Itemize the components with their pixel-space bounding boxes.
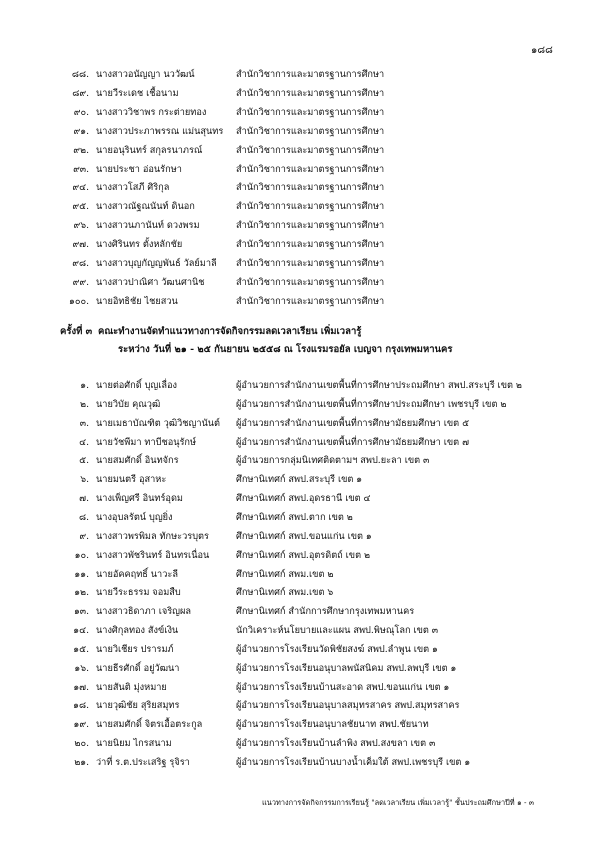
- item-number: ๓.: [79, 417, 89, 429]
- list-item: [0, 162, 595, 179]
- list-item: [0, 67, 595, 84]
- item-number: ๙๗.: [72, 239, 89, 251]
- section-subtitle: ระหว่าง วันที่ ๒๑ - ๒๕ กันยายน ๒๕๕๘ ณ โรงแรมรอยัล เบญจา กรุงเทพมหานคร: [118, 344, 453, 355]
- person-name: นางสาวธิดาภา เจริญผล: [96, 606, 192, 618]
- list-item: [0, 143, 595, 160]
- person-name: นายเมธาบัณฑิต วุฒิวิชญานันต์: [96, 417, 221, 429]
- person-name: นายสมศักดิ์ จิตรเอื้อตระกูล: [96, 719, 203, 731]
- item-number: ๙๖.: [73, 220, 89, 232]
- session-label: ครั้งที่ ๓: [60, 326, 93, 337]
- person-position: ศึกษานิเทศก์ สพป.สระบุรี เขต ๑: [236, 474, 363, 486]
- list-item: [0, 294, 595, 311]
- item-number: ๑๒.: [74, 587, 89, 599]
- page-footer: แนวทางการจัดกิจกรรมการเรียนรู้ "ลดเวลาเรียน เพิ่มเวลารู้" ชั้นประถมศึกษาปีที่ ๑ - ๓: [262, 798, 534, 807]
- person-position: ศึกษานิเทศก์ สพป.อุตรดิตถ์ เขต ๒: [236, 549, 371, 561]
- item-number: ๘๘.: [71, 69, 89, 80]
- person-name: นายนิยม ไกรสนาม: [96, 738, 172, 750]
- person-name: นางสาวณัฐณนันท์ ดินอก: [96, 201, 195, 213]
- item-number: ๙๓.: [73, 163, 89, 175]
- item-number: ๑๐.: [74, 549, 89, 561]
- person-name: นายประชา อ่อนรักษา: [96, 163, 182, 175]
- person-name: นางสาวนภานันท์ ดวงพรม: [96, 220, 200, 232]
- list-item: [0, 755, 595, 772]
- item-number: ๗.: [79, 493, 89, 505]
- person-position: ผู้อำนวยการโรงเรียนบ้านลำพิง สพป.สงขลา เขต ๓: [236, 738, 436, 750]
- list-item: [0, 435, 595, 452]
- person-position: ผู้อำนวยการกลุ่มนิเทศติดตามฯ สพป.ยะลา เขต ๓: [236, 455, 430, 467]
- list-item: [0, 585, 595, 602]
- person-name: นางสาวพัชรินทร์ อินทรเนื่อน: [96, 549, 210, 561]
- person-name: นางสาวโสภี ศิริกุล: [96, 182, 170, 194]
- person-position: สำนักวิชาการและมาตรฐานการศึกษา: [236, 220, 385, 232]
- person-position: สำนักวิชาการและมาตรฐานการศึกษา: [236, 144, 385, 156]
- person-name: นายวิบัย คุณวุฒิ: [96, 398, 161, 410]
- person-position: ผู้อำนวยการโรงเรียนบ้านบางน้ำเค็มใต้ สพป.เพชรบุรี เขต ๑: [236, 757, 471, 768]
- item-number: ๒๑.: [74, 757, 89, 768]
- item-number: ๘.: [78, 511, 89, 523]
- list-item: [0, 491, 595, 508]
- list-item: [0, 604, 595, 621]
- person-name: นายอัคคฤทธิ์ นาวะลี: [96, 568, 178, 580]
- person-name: นางเพ็ญศรี อินทร์อุดม: [96, 493, 183, 505]
- person-name: นายวัชพีมา ทาบีชอนุรักษ์: [96, 436, 197, 448]
- list-item: [0, 218, 595, 235]
- item-number: ๕.: [79, 455, 89, 467]
- person-position: ผู้อำนวยการโรงเรียนอนุบาลชัยนาท สพป.ชัยนาท: [236, 719, 429, 731]
- item-number: ๙.: [79, 530, 89, 542]
- item-number: ๙๕.: [72, 201, 89, 213]
- person-name: นายสมศักดิ์ อินทจักร: [96, 455, 179, 467]
- person-position: ศึกษานิเทศก์ สพป.ขอนแก่น เขต ๑: [236, 530, 372, 542]
- list-item: [0, 623, 595, 640]
- item-number: ๑๘.: [73, 700, 89, 712]
- list-item: [0, 680, 595, 697]
- item-number: ๙๙.: [72, 276, 89, 288]
- list-item: [0, 698, 595, 715]
- list-item: [0, 642, 595, 659]
- person-name: นายมนตรี อุสาหะ: [96, 474, 167, 486]
- person-position: ผู้อำนวยการโรงเรียนอนุบาลสมุทรสาคร สพป.สมุทรสาคร: [236, 700, 460, 712]
- person-position: ศึกษานิเทศก์ สพป.อุดรธานี เขต ๔: [236, 493, 371, 505]
- section-title: คณะทำงานจัดทำแนวทางการจัดกิจกรรมลดเวลาเรียน เพิ่มเวลารู้: [98, 326, 362, 337]
- person-name: นายธีรศักดิ์ อยู่วัฒนา: [96, 662, 180, 674]
- item-number: ๑๑.: [74, 568, 89, 580]
- person-position: สำนักวิชาการและมาตรฐานการศึกษา: [236, 239, 385, 251]
- item-number: ๙๘.: [72, 258, 89, 269]
- person-name: นางสาวอนัญญา นววัฒน์: [96, 69, 195, 80]
- item-number: ๑๕.: [73, 643, 89, 655]
- person-position: ผู้อำนวยการสำนักงานเขตพื้นที่การศึกษาประถมศึกษา เพชรบุรี เขต ๒: [236, 398, 507, 410]
- list-item: [0, 717, 595, 734]
- item-number: ๑๔.: [73, 625, 89, 637]
- person-name: นายวีระเดช เชื้อนาม: [96, 87, 179, 99]
- person-name: นางสาวปาณิศา วัฒนศานิช: [96, 276, 205, 288]
- item-number: ๙๑.: [73, 125, 89, 137]
- person-name: นางสาวประภาพรรณ แม่นสุนทร: [96, 125, 224, 137]
- page-number: ๑๘๘: [531, 45, 553, 56]
- item-number: ๑๐๐.: [69, 295, 89, 307]
- person-position: ศึกษานิเทศก์ สพป.ตาก เขต ๒: [236, 511, 353, 523]
- person-name: นายอนุรินทร์ สกุลรนาภรณ์: [96, 144, 203, 156]
- person-name: ว่าที่ ร.ต.ประเสริฐ รุจิรา: [96, 757, 190, 768]
- person-position: ศึกษานิเทศก์ สพม.เขต ๒: [236, 568, 334, 580]
- list-item: [0, 256, 595, 273]
- list-item: [0, 529, 595, 546]
- item-number: ๒.: [80, 398, 89, 410]
- list-item: [0, 180, 595, 197]
- person-position: สำนักวิชาการและมาตรฐานการศึกษา: [236, 258, 385, 269]
- list-item: [0, 548, 595, 565]
- item-number: ๖.: [80, 474, 89, 486]
- person-name: นางศิกุลทอง สังข์เงิน: [96, 625, 179, 637]
- person-position: สำนักวิชาการและมาตรฐานการศึกษา: [236, 69, 385, 80]
- person-name: นายวุฒิชัย สุริยสมุทร: [96, 700, 180, 712]
- list-item: [0, 736, 595, 753]
- list-item: [0, 275, 595, 292]
- person-name: นายต่อศักดิ์ บุญเลื่อง: [96, 380, 178, 391]
- list-item: [0, 472, 595, 489]
- person-position: ผู้อำนวยการสำนักงานเขตพื้นที่การศึกษาประถมศึกษา สพป.สระบุรี เขต ๒: [236, 380, 522, 391]
- list-item: [0, 416, 595, 433]
- person-position: ผู้อำนวยการโรงเรียนอนุบาลพนัสนิคม สพป.ลพบุรี เขต ๑: [236, 662, 457, 674]
- person-position: สำนักวิชาการและมาตรฐานการศึกษา: [236, 295, 385, 307]
- person-name: นายสันติ มุ่งหมาย: [96, 681, 167, 693]
- list-item: [0, 567, 595, 584]
- person-position: ผู้อำนวยการโรงเรียนบ้านสะอาด สพป.ขอนแก่น เขต ๑: [236, 681, 450, 693]
- person-position: ผู้อำนวยการสำนักงานเขตพื้นที่การศึกษามัธยมศึกษา เขต ๗: [236, 436, 469, 448]
- person-name: นางสาววิชาพร กระต่ายทอง: [96, 106, 207, 118]
- person-position: ผู้อำนวยการสำนักงานเขตพื้นที่การศึกษามัธยมศึกษา เขต ๕: [236, 417, 470, 429]
- item-number: ๑๖.: [74, 662, 89, 674]
- person-position: สำนักวิชาการและมาตรฐานการศึกษา: [236, 163, 385, 175]
- list-item: [0, 510, 595, 527]
- person-position: สำนักวิชาการและมาตรฐานการศึกษา: [236, 182, 385, 194]
- item-number: ๑๗.: [73, 681, 89, 693]
- person-name: นางอุบลรัตน์ บุญยิ่ง: [96, 511, 173, 523]
- person-name: นายวีระธรรม จอมสืบ: [96, 587, 181, 599]
- item-number: ๙๒.: [73, 144, 89, 156]
- list-item: [0, 199, 595, 216]
- person-position: สำนักวิชาการและมาตรฐานการศึกษา: [236, 125, 385, 137]
- person-position: ศึกษานิเทศก์ สำนักการศึกษากรุงเทพมหานคร: [236, 606, 415, 618]
- person-name: นางสาวพรพิมล ทักษะวรบุตร: [96, 530, 209, 542]
- person-name: นางสาวบุญกัญญพันธ์ วัลย์มาลี: [96, 258, 217, 269]
- person-name: นายอิทธิชัย ไชยสวน: [96, 295, 178, 307]
- item-number: ๘๙.: [72, 87, 89, 99]
- person-position: ศึกษานิเทศก์ สพม.เขต ๖: [236, 587, 334, 599]
- item-number: ๑๓.: [73, 606, 89, 618]
- person-position: สำนักวิชาการและมาตรฐานการศึกษา: [236, 201, 385, 213]
- list-item: [0, 105, 595, 122]
- person-position: สำนักวิชาการและมาตรฐานการศึกษา: [236, 106, 385, 118]
- list-item: [0, 86, 595, 103]
- person-position: สำนักวิชาการและมาตรฐานการศึกษา: [236, 87, 385, 99]
- person-position: สำนักวิชาการและมาตรฐานการศึกษา: [236, 276, 385, 288]
- list-item: [0, 237, 595, 254]
- item-number: ๒๐.: [74, 738, 89, 750]
- list-item: [0, 453, 595, 470]
- list-item: [0, 397, 595, 414]
- person-name: นายวิเชียร ปรารมภ์: [96, 643, 174, 655]
- item-number: ๙๐.: [73, 106, 89, 118]
- item-number: ๑.: [80, 380, 89, 391]
- item-number: ๑๙.: [73, 719, 89, 731]
- item-number: ๔.: [79, 436, 89, 448]
- list-item: [0, 124, 595, 141]
- person-name: นางศิรินทร ตั้งหลักชัย: [96, 239, 183, 251]
- item-number: ๙๔.: [72, 182, 89, 194]
- person-position: ผู้อำนวยการโรงเรียนวัดพิชัยสงฆ์ สพป.ลำพูน เขต ๑: [236, 643, 438, 655]
- list-item: [0, 378, 595, 395]
- person-position: นักวิเคราะห์นโยบายและแผน สพป.พิษณุโลก เขต ๓: [236, 625, 439, 637]
- list-item: [0, 661, 595, 678]
